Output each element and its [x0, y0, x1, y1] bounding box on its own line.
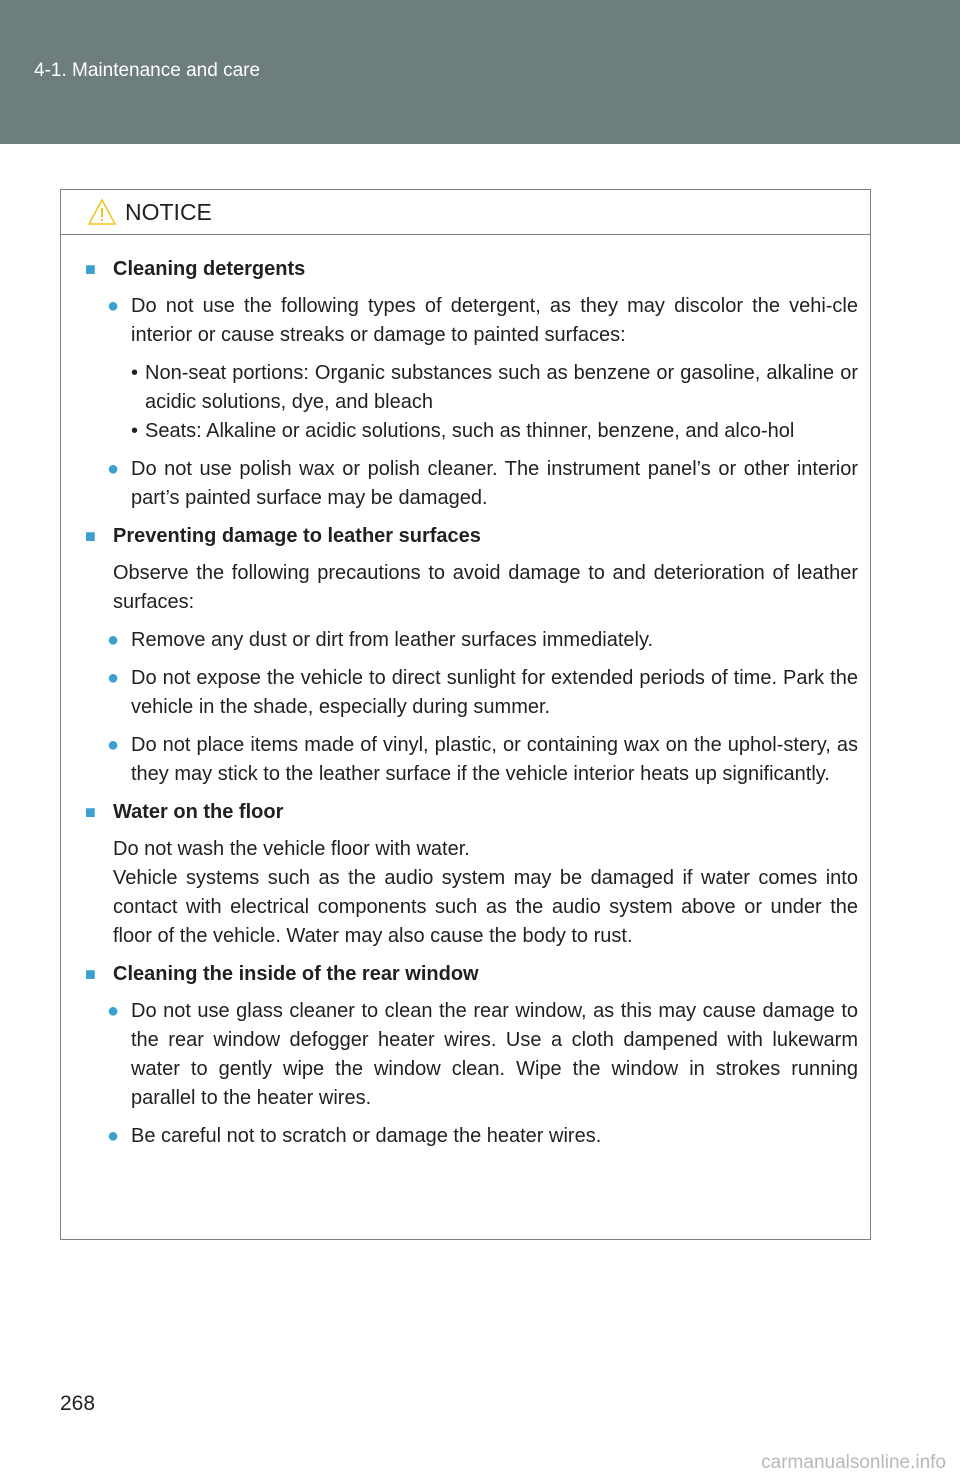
circle-bullet-icon: ● — [107, 734, 120, 756]
sub-list — [85, 359, 858, 446]
list-item: ● Do not expose the vehicle to direct sunlight for extended periods of time. Park the vehicle in the shade, especially during summer. — [107, 664, 858, 722]
square-bullet-icon: ■ — [85, 526, 96, 546]
page-header — [0, 0, 960, 144]
list-item: ● Do not use polish wax or polish cleaner. The instrument panel’s or other interior part’s painted surface may be damaged. — [107, 455, 858, 513]
list-item: ● Remove any dust or dirt from leather surfaces immediately. — [107, 626, 858, 655]
sub-list-item: • Non-seat portions: Organic substances such as benzene or gasoline, alkaline or acidic solutions, dye, and bleach — [131, 362, 858, 413]
list-item: ● Be careful not to scratch or damage the heater wires. — [107, 1122, 858, 1151]
section-heading: ■ Cleaning the inside of the rear window — [85, 960, 858, 988]
list-item: ● Do not use the following types of detergent, as they may discolor the vehi-cle interior or cause streaks or damage to painted surfaces: — [107, 292, 858, 350]
square-bullet-icon: ■ — [85, 259, 96, 279]
circle-bullet-icon: ● — [107, 629, 120, 651]
notice-box — [60, 189, 871, 1240]
square-bullet-icon: ■ — [85, 964, 96, 984]
section-title: 4-1. Maintenance and care — [34, 60, 261, 81]
section-heading: ■ Water on the floor — [85, 798, 858, 826]
paragraph: Vehicle systems such as the audio system may be damaged if water comes into contact with electrical components such as the audio system above or under the floor of the vehicle. Water may also cause the body to rust. — [113, 867, 858, 947]
circle-bullet-icon: ● — [107, 1000, 120, 1022]
page-number: 268 — [60, 1392, 96, 1415]
square-bullet-icon: ■ — [85, 802, 96, 822]
warning-triangle-icon — [87, 198, 117, 226]
notice-label: NOTICE — [125, 199, 212, 225]
list-item: ● Do not use glass cleaner to clean the rear window, as this may cause damage to the rear window defogger heater wires. Use a cloth dampened with lukewarm water to gently wipe the window clean. Wipe the window in strokes running parallel to the heater wires. — [107, 997, 858, 1113]
watermark: carmanualsonline.info — [761, 1452, 946, 1473]
section-heading: ■ Cleaning detergents — [85, 255, 858, 283]
notice-header — [61, 190, 870, 235]
paragraph: Observe the following precautions to avoid damage to and deterioration of leather surfaces: — [113, 562, 858, 613]
circle-bullet-icon: ● — [107, 458, 120, 480]
section-heading: ■ Preventing damage to leather surfaces — [85, 522, 858, 550]
circle-bullet-icon: ● — [107, 667, 120, 689]
notice-body — [61, 235, 870, 1151]
list-item: ● Do not place items made of vinyl, plastic, or containing wax on the uphol-stery, as they may stick to the leather surface if the vehicle interior heats up significantly. — [107, 731, 858, 789]
sub-list-item: • Seats: Alkaline or acidic solutions, such as thinner, benzene, and alco-hol — [131, 420, 795, 442]
circle-bullet-icon: ● — [107, 1125, 120, 1147]
paragraph: Do not wash the vehicle floor with water. — [113, 838, 470, 860]
circle-bullet-icon: ● — [107, 295, 120, 317]
